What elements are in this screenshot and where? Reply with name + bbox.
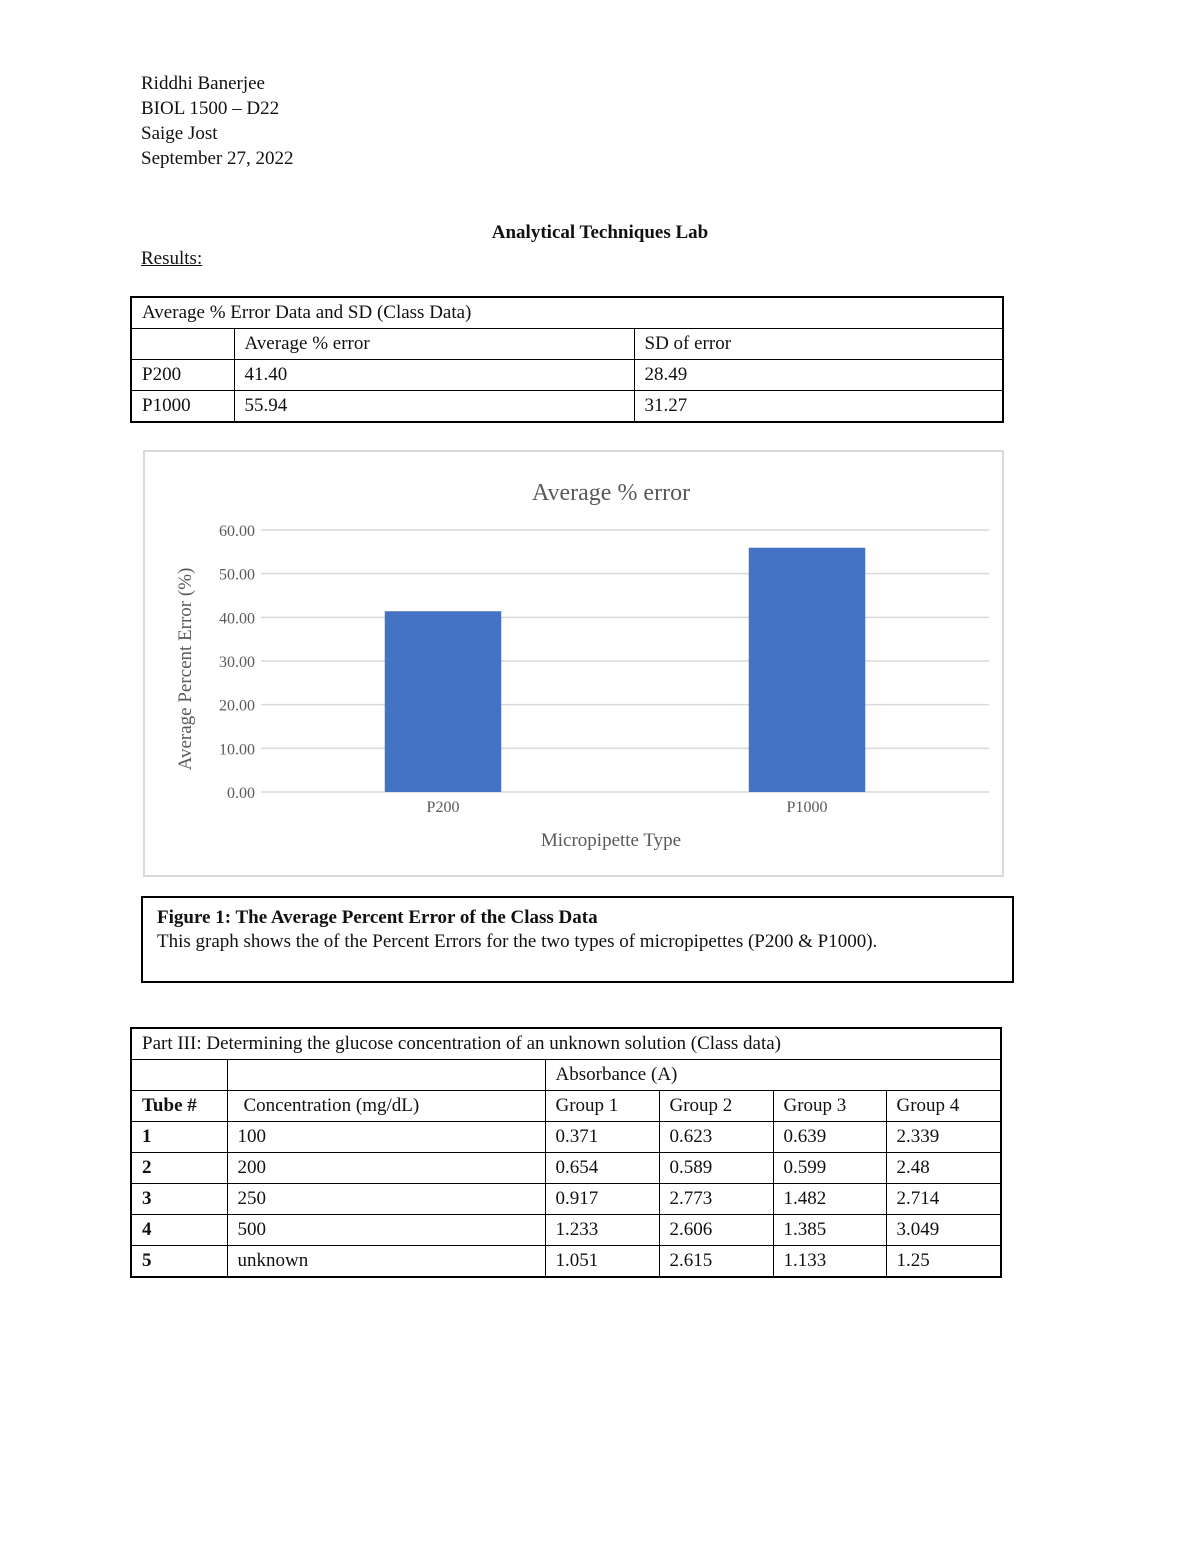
column-header: Group 2 bbox=[659, 1091, 773, 1122]
table-row bbox=[131, 1153, 1001, 1184]
tube-number: 5 bbox=[131, 1246, 227, 1278]
table-cell: 500 bbox=[227, 1215, 545, 1246]
table-group-header-row bbox=[131, 1060, 1001, 1091]
table-cell: 55.94 bbox=[234, 391, 634, 423]
table-row bbox=[131, 1246, 1001, 1278]
y-tick-label: 40.00 bbox=[219, 610, 255, 628]
bar-chart bbox=[145, 452, 1002, 875]
author-name: Riddhi Banerjee bbox=[141, 73, 265, 94]
glucose-absorbance-table bbox=[130, 1027, 1002, 1278]
table-cell: P200 bbox=[131, 360, 234, 391]
figure-caption-title: Figure 1: The Average Percent Error of the Class Data bbox=[157, 907, 598, 928]
table-cell: 2.773 bbox=[659, 1184, 773, 1215]
table-cell: 1.25 bbox=[886, 1246, 1001, 1278]
table-cell: 2.48 bbox=[886, 1153, 1001, 1184]
table-cell: unknown bbox=[227, 1246, 545, 1278]
table-cell: 1.051 bbox=[545, 1246, 659, 1278]
tube-number: 3 bbox=[131, 1184, 227, 1215]
bar bbox=[749, 548, 865, 792]
figure-caption bbox=[141, 896, 1014, 983]
table-header-row bbox=[131, 329, 1003, 360]
column-header: Tube # bbox=[131, 1091, 227, 1122]
x-tick-label: P1000 bbox=[786, 799, 828, 816]
table-row bbox=[131, 1122, 1001, 1153]
tube-number: 2 bbox=[131, 1153, 227, 1184]
table-cell: 3.049 bbox=[886, 1215, 1001, 1246]
table-cell: 1.133 bbox=[773, 1246, 886, 1278]
error-summary-table bbox=[130, 296, 1004, 423]
table-row bbox=[131, 1184, 1001, 1215]
chart-title: Average % error bbox=[531, 480, 691, 506]
table-caption: Average % Error Data and SD (Class Data) bbox=[131, 297, 1003, 329]
table-caption: Part III: Determining the glucose concentration of an unknown solution (Class data) bbox=[131, 1028, 1001, 1060]
table-cell: 0.589 bbox=[659, 1153, 773, 1184]
table-cell: 2.714 bbox=[886, 1184, 1001, 1215]
group-header: Absorbance (A) bbox=[545, 1060, 1001, 1091]
column-header: Group 3 bbox=[773, 1091, 886, 1122]
table-caption-row bbox=[131, 1028, 1001, 1060]
table-cell: 100 bbox=[227, 1122, 545, 1153]
table-cell: 200 bbox=[227, 1153, 545, 1184]
author-block bbox=[141, 71, 294, 171]
y-tick-label: 30.00 bbox=[219, 654, 255, 671]
table-cell: 41.40 bbox=[234, 360, 634, 391]
x-tick-label: P200 bbox=[426, 799, 460, 816]
y-tick-label: 10.00 bbox=[219, 741, 255, 759]
table-row bbox=[131, 391, 1003, 423]
column-header: Average % error bbox=[234, 329, 634, 360]
y-tick-label: 0.00 bbox=[227, 785, 255, 802]
table-cell: 31.27 bbox=[634, 391, 1003, 423]
table-cell: 0.623 bbox=[659, 1122, 773, 1153]
table-cell: 0.654 bbox=[545, 1153, 659, 1184]
table-cell bbox=[131, 1060, 227, 1091]
table-cell: 0.599 bbox=[773, 1153, 886, 1184]
results-heading: Results: bbox=[141, 248, 203, 269]
column-header: Concentration (mg/dL) bbox=[227, 1091, 545, 1122]
table-cell: 1.233 bbox=[545, 1215, 659, 1246]
table-cell: 2.615 bbox=[659, 1246, 773, 1278]
report-date: September 27, 2022 bbox=[141, 148, 294, 169]
y-tick-label: 20.00 bbox=[219, 697, 255, 715]
column-header: SD of error bbox=[634, 329, 1003, 360]
table-header-row bbox=[131, 1091, 1001, 1122]
column-header: Group 1 bbox=[545, 1091, 659, 1122]
table-cell: 250 bbox=[227, 1184, 545, 1215]
table-cell: 1.385 bbox=[773, 1215, 886, 1246]
y-tick-label: 60.00 bbox=[219, 523, 255, 540]
table-row bbox=[131, 1215, 1001, 1246]
chart-container bbox=[143, 450, 1004, 877]
table-cell: 28.49 bbox=[634, 360, 1003, 391]
tube-number: 4 bbox=[131, 1215, 227, 1246]
y-axis-label: Average Percent Error (%) bbox=[175, 567, 196, 771]
column-header: Group 4 bbox=[886, 1091, 1001, 1122]
table-cell: 0.371 bbox=[545, 1122, 659, 1153]
document-title: Analytical Techniques Lab bbox=[491, 222, 709, 243]
table-cell: 2.339 bbox=[886, 1122, 1001, 1153]
instructor-name: Saige Jost bbox=[141, 123, 218, 144]
y-tick-label: 50.00 bbox=[219, 566, 255, 584]
table-cell bbox=[227, 1060, 545, 1091]
course-code: BIOL 1500 – D22 bbox=[141, 98, 280, 119]
tube-number: 1 bbox=[131, 1122, 227, 1153]
table-cell: 0.917 bbox=[545, 1184, 659, 1215]
table-cell: 0.639 bbox=[773, 1122, 886, 1153]
table-cell: 1.482 bbox=[773, 1184, 886, 1215]
table-cell: 2.606 bbox=[659, 1215, 773, 1246]
table-row bbox=[131, 360, 1003, 391]
table-cell: P1000 bbox=[131, 391, 234, 423]
column-header bbox=[131, 329, 234, 360]
figure-caption-text: This graph shows the of the Percent Errors for the two types of micropipettes (P200 & P1000). bbox=[157, 931, 878, 952]
bar bbox=[385, 611, 501, 792]
x-axis-label: Micropipette Type bbox=[540, 830, 682, 851]
table-caption-row bbox=[131, 297, 1003, 329]
